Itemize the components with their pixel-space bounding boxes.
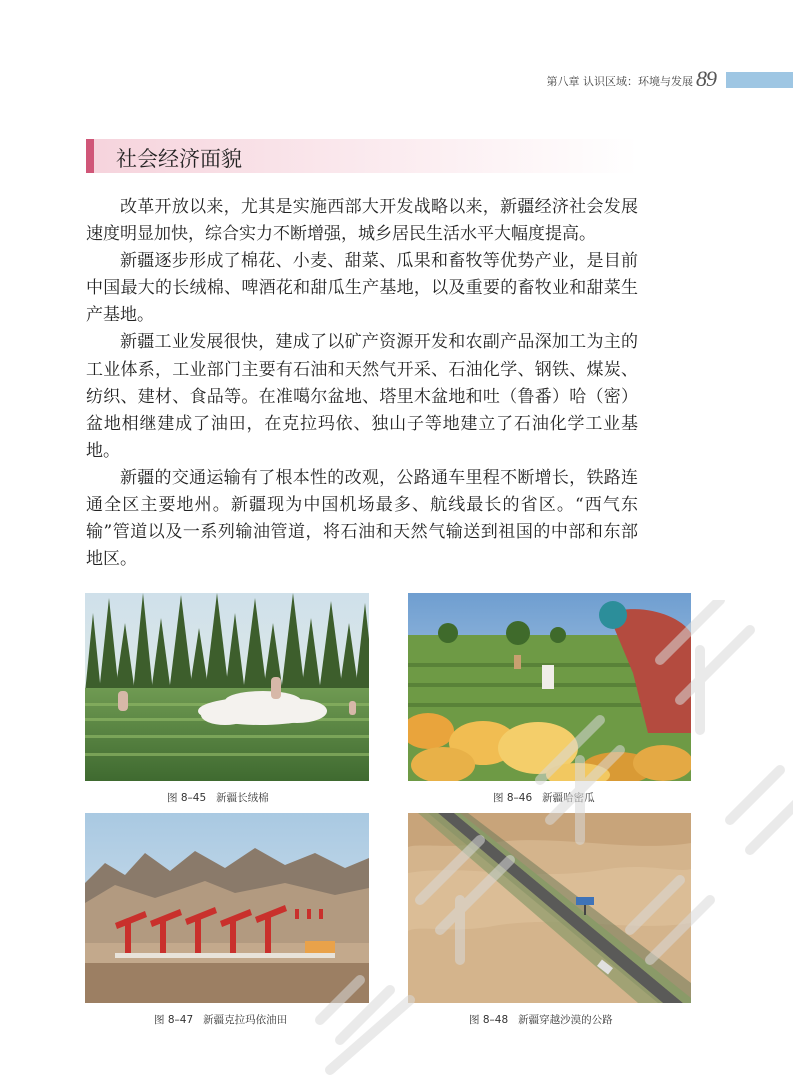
figure-caption-8-45 — [167, 790, 269, 805]
paragraph-2: 新疆逐步形成了棉花、小麦、甜菜、瓜果和畜牧等优势产业，是目前中国最大的长绒棉、啤酒花和甜瓜生产基地，以及重要的畜牧业和甜菜生产基地。 — [86, 251, 638, 326]
figure-caption-text: 新疆穿越沙漠的公路 — [518, 1014, 613, 1026]
figure-number: 图 8–47 — [154, 1014, 194, 1026]
figure-caption-8-48 — [469, 1012, 613, 1027]
page-number: 89 — [696, 66, 716, 91]
heading-accent-bar — [86, 139, 94, 173]
photo-melon-harvest — [408, 593, 691, 781]
paragraph-3: 新疆工业发展很快，建成了以矿产资源开发和农副产品深加工为主的工业体系，工业部门主要有石油和天然气开采、石油化学、钢铁、煤炭、纺织、建材、食品等。在准噶尔盆地、塔里木盆地和吐（鲁番）哈（密）盆地相继建成了油田，在克拉玛依、独山子等地建立了石油化学工业基地。 — [86, 332, 638, 461]
chapter-title: 第八章 认识区域：环境与发展 — [546, 75, 693, 88]
section-title: 社会经济面貌 — [116, 147, 242, 171]
body-text — [86, 194, 638, 573]
figure-number: 图 8–46 — [493, 792, 533, 804]
figure-caption-8-47 — [154, 1012, 287, 1027]
photo-cotton-field — [85, 593, 369, 781]
paragraph-4: 新疆的交通运输有了根本性的改观，公路通车里程不断增长，铁路连通全区主要地州。新疆现为中国机场最多、航线最长的省区。“西气东输”管道以及一系列输油管道，将石油和天然气输送到祖国的中部和东部地区。 — [86, 467, 638, 570]
figure-caption-8-46 — [493, 790, 595, 805]
figure-caption-text: 新疆长绒棉 — [216, 792, 269, 804]
photo-karamay-oilfield — [85, 813, 369, 1003]
figure-number: 图 8–48 — [469, 1014, 509, 1026]
figure-number: 图 8–45 — [167, 792, 207, 804]
section-heading — [86, 139, 638, 173]
header-color-bar — [726, 72, 793, 88]
figure-caption-text: 新疆克拉玛依油田 — [203, 1014, 288, 1026]
running-header — [0, 66, 793, 94]
figure-caption-text: 新疆哈密瓜 — [542, 792, 595, 804]
paragraph-1: 改革开放以来，尤其是实施西部大开发战略以来，新疆经济社会发展速度明显加快，综合实力不断增强，城乡居民生活水平大幅度提高。 — [86, 197, 638, 245]
photo-desert-highway — [408, 813, 691, 1003]
